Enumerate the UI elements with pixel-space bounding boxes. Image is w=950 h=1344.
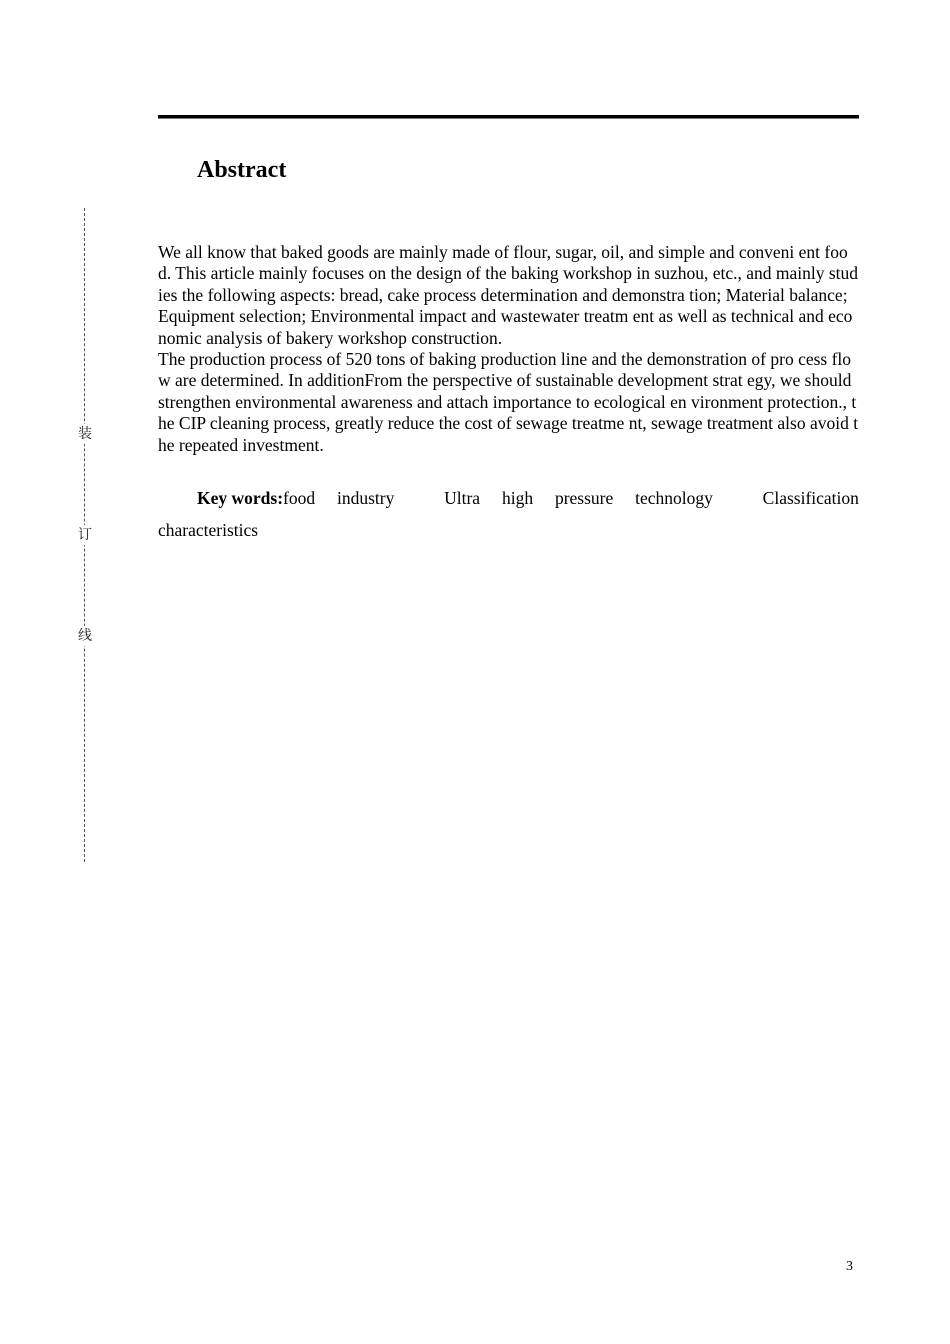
abstract-paragraph-2: The production process of 520 tons of baking production line and the demonstration of pro cess flow are determined. In additionFrom the perspective of sustainable development strat egy, we should strengthen environmental awareness and attach importance to ecological en vironment protection., the CIP cleaning process, greatly reduce the cost of sewage treatme nt, sewage treatment also avoid the repeated investment. <box>158 349 859 455</box>
page-number: 3 <box>846 1259 853 1274</box>
keyword: technology <box>635 488 713 508</box>
header-rule <box>158 115 859 118</box>
binding-mark-zhuang: 装 <box>75 424 95 444</box>
keywords-label: Key words: <box>197 488 284 508</box>
keyword: Ultra <box>444 488 481 508</box>
abstract-paragraph-1: We all know that baked goods are mainly made of flour, sugar, oil, and simple and conveni ent food. This article mainly focuses on the design of the baking workshop in suzhou, etc., and mainly studies the following aspects: bread, cake process determination and demonstra tion; Material balance; Equipment selection; Environmental impact and wastewater treatm ent as well as technical and economic analysis of bakery workshop construction. <box>158 242 859 348</box>
abstract-heading: Abstract <box>197 157 287 183</box>
keyword: industry <box>336 488 395 508</box>
binding-mark-ding: 订 <box>75 525 95 545</box>
keyword: Classification <box>762 488 859 508</box>
binding-mark-xian: 线 <box>75 626 95 646</box>
keywords-continuation: characteristics <box>158 520 259 540</box>
keyword: high <box>501 488 534 508</box>
keywords-line <box>197 486 859 510</box>
keyword: pressure <box>554 488 614 508</box>
keywords-group-1 <box>197 486 315 510</box>
abstract-body <box>158 242 859 456</box>
keyword: food <box>283 488 316 508</box>
